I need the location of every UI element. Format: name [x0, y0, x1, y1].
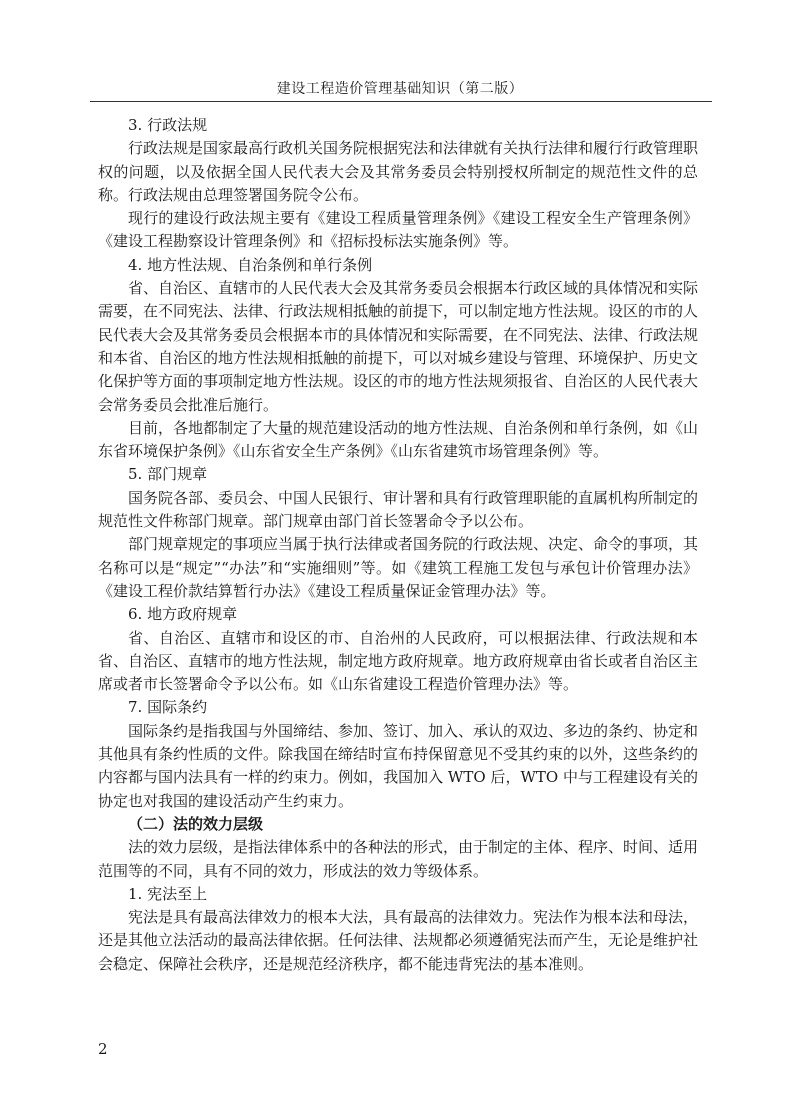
section-heading: 1. 宪法至上 — [128, 884, 208, 903]
page-number: 2 — [98, 1040, 108, 1058]
paragraph: 现行的建设行政法规主要有《建设工程质量管理条例》《建设工程安全生产管理条例》《建设工程勘察设计管理条例》和《招标投标法实施条例》等。 — [98, 209, 698, 251]
paragraph: 省、自治区、直辖市的人民代表大会及其常务委员会根据本行政区域的具体情况和实际需要，在不同宪法、法律、行政法规相抵触的前提下，可以制定地方性法规。设区的市的人民代表大会及其常务委员会根据本市的具体情况和实际需要，在不同宪法、法律、行政法规和本省、自治区的地方性法规相抵触的前提下，可以对城乡建设与管理、环境保护、历史文化保护等方面的事项制定地方性法规。设区的市的地方性法规须报省、自治区的人民代表大会常务委员会批准后施行。 — [98, 279, 699, 414]
paragraph: 行政法规是国家最高行政机关国务院根据宪法和法律就有关执行法律和履行行政管理职权的问题，以及依据全国人民代表大会及其常务委员会特别授权所制定的规范性文件的总称。行政法规由总理签署国务院令公布。 — [98, 139, 699, 204]
paragraph: 国务院各部、委员会、中国人民银行、审计署和具有行政管理职能的直属机构所制定的规范性文件称部门规章。部门规章由部门首长签署命令予以公布。 — [98, 488, 699, 531]
section-heading: 6. 地方政府规章 — [128, 605, 238, 624]
section-heading: 3. 行政法规 — [128, 116, 208, 134]
section-heading: 4. 地方性法规、自治条例和单行条例 — [128, 255, 373, 274]
section-heading: 5. 部门规章 — [128, 465, 208, 484]
paragraph: 目前，各地都制定了大量的规范建设活动的地方性法规、自治条例和单行条例，如《山东省环境保护条例》《山东省安全生产条例》《山东省建筑市场管理条例》等。 — [98, 418, 699, 461]
paragraph: 法的效力层级，是指法律体系中的各种法的形式，由于制定的主体、程序、时间、适用范围等的不同，具有不同的效力，形成法的效力等级体系。 — [98, 838, 699, 880]
paragraph: 部门规章规定的事项应当属于执行法律或者国务院的行政法规、决定、命令的事项，其名称可以是“规定”“办法”和“实施细则”等。如《建筑工程施工发包与承包计价管理办法》《建设工程价款结算暂行办法》《建设工程质量保证金管理办法》等。 — [98, 535, 699, 600]
paragraph: 国际条约是指我国与外国缔结、参加、签订、加入、承认的双边、多边的条约、协定和其他具有条约性质的文件。除我国在缔结时宣布持保留意见不受其约束的以外，这些条约的内容都与国内法具有一样的约束力。例如，我国加入 WTO 后，WTO 中与工程建设有关的协定也对我国的建设活动产生约束力。 — [98, 721, 699, 810]
header-divider — [90, 101, 712, 102]
paragraph: 省、自治区、直辖市和设区的市、自治州的人民政府，可以根据法律、行政法规和本省、自治区、直辖市的地方性法规，制定地方政府规章。地方政府规章由省长或者自治区主席或者市长签署命令予以公布。如《山东省建设工程造价管理办法》等。 — [98, 628, 699, 694]
paragraph: 宪法是具有最高法律效力的根本大法，具有最高的法律效力。宪法作为根本法和母法，还是其他立法活动的最高法律依据。任何法律、法规都必须遵循宪法而产生，无论是维护社会稳定、保障社会秩序，还是规范经济秩序，都不能违背宪法的基本准则。 — [98, 908, 699, 973]
page-body — [98, 114, 698, 976]
section-heading: 7. 国际条约 — [128, 698, 208, 717]
subsection-heading: （二）法的效力层级 — [128, 814, 264, 833]
running-header: 建设工程造价管理基础知识（第二版） — [276, 81, 524, 97]
